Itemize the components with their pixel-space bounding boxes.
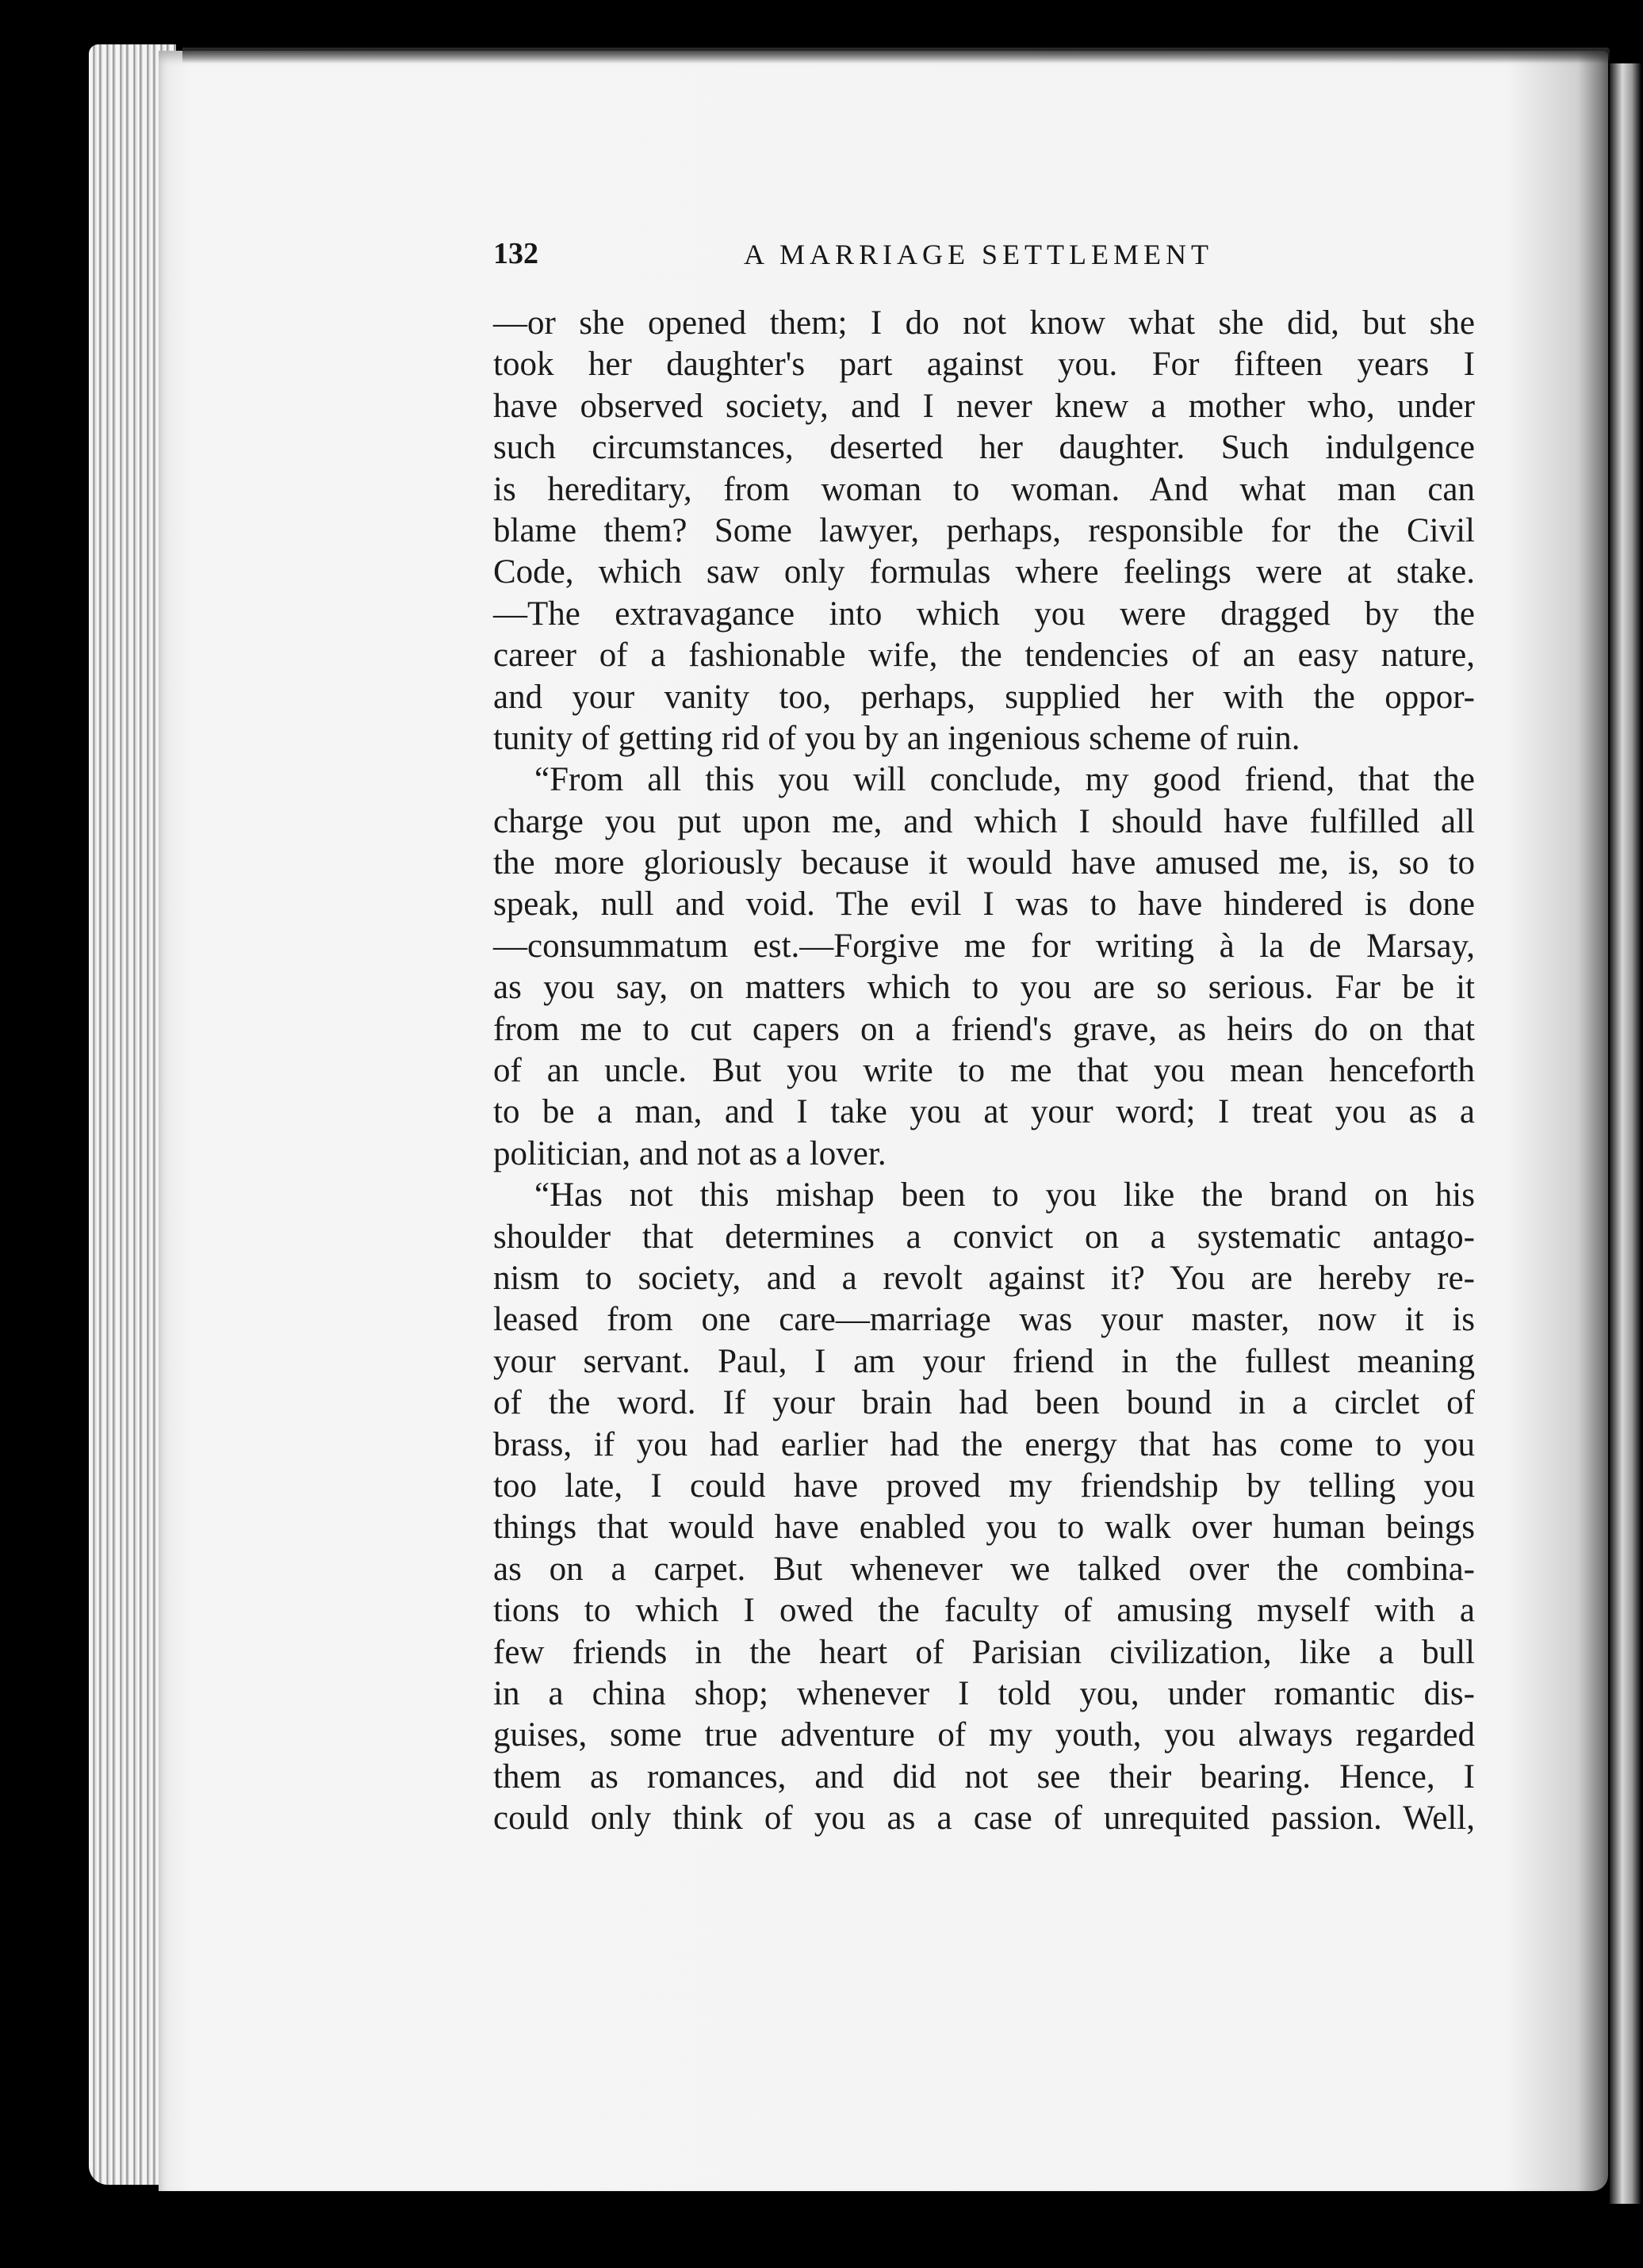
text-line: of the word. If your brain had been bound in a circlet of	[493, 1384, 1475, 1422]
text-line: Code, which saw only formulas where feelings were at stake.	[493, 553, 1475, 591]
page-top-shadow	[182, 48, 1610, 63]
text-line: “From all this you will conclude, my good friend, that the	[534, 761, 1475, 799]
text-line: have observed society, and I never knew a mother who, under	[493, 387, 1475, 425]
text-line: in a china shop; whenever I told you, under romantic dis-	[493, 1674, 1475, 1712]
page-number: 132	[493, 237, 538, 270]
text-line: blame them? Some lawyer, perhaps, responsible for the Civil	[493, 511, 1475, 549]
text-line: “Has not this mishap been to you like the brand on his	[534, 1176, 1475, 1214]
text-line: politician, and not as a lover.	[493, 1134, 887, 1172]
text-line: the more gloriously because it would have amused me, is, so to	[493, 844, 1475, 882]
text-line: things that would have enabled you to walk over human beings	[493, 1509, 1475, 1547]
body-text	[493, 303, 1475, 1839]
text-line: speak, null and void. The evil I was to have hindered is done	[493, 885, 1475, 924]
text-line: —The extravagance into which you were dragged by the	[493, 595, 1475, 633]
text-line: —or she opened them; I do not know what she did, but she	[493, 304, 1475, 342]
text-line: as you say, on matters which to you are so serious. Far be it	[493, 969, 1475, 1007]
text-line: —consummatum est.—Forgive me for writing à la de Marsay,	[493, 927, 1475, 965]
text-line: such circumstances, deserted her daughter. Such indulgence	[493, 429, 1475, 467]
text-line: shoulder that determines a convict on a systematic antago-	[493, 1218, 1475, 1256]
text-line: leased from one care—marriage was your master, now it is	[493, 1301, 1475, 1339]
text-line: took her daughter's part against you. For fifteen years I	[493, 346, 1475, 384]
text-line: tunity of getting rid of you by an ingenious scheme of ruin.	[493, 719, 1300, 757]
text-line: tions to which I owed the faculty of amusing myself with a	[493, 1592, 1475, 1630]
running-title: A MARRIAGE SETTLEMENT	[744, 239, 1213, 270]
text-line: of an uncle. But you write to me that you mean henceforth	[493, 1052, 1475, 1090]
text-line: from me to cut capers on a friend's grave, as heirs do on that	[493, 1010, 1475, 1048]
text-line: to be a man, and I take you at your word; I treat you as a	[493, 1093, 1475, 1131]
text-line: charge you put upon me, and which I should have fulfilled all	[493, 802, 1475, 840]
text-line: brass, if you had earlier had the energy that has come to you	[493, 1425, 1475, 1463]
text-line: is hereditary, from woman to woman. And what man can	[493, 470, 1475, 508]
text-line: too late, I could have proved my friendship by telling you	[493, 1467, 1475, 1505]
book-spine-edge	[1610, 63, 1641, 2204]
page-header	[493, 236, 1475, 274]
text-line: as on a carpet. But whenever we talked over the combina-	[493, 1550, 1475, 1588]
text-line: could only think of you as a case of unrequited passion. Well,	[493, 1799, 1475, 1838]
text-line: few friends in the heart of Parisian civilization, like a bull	[493, 1633, 1475, 1671]
text-line: them as romances, and did not see their bearing. Hence, I	[493, 1757, 1475, 1796]
text-line: guises, some true adventure of my youth, you always regarded	[493, 1716, 1475, 1754]
text-line: nism to society, and a revolt against it? You are hereby re-	[493, 1259, 1475, 1297]
text-line: and your vanity too, perhaps, supplied her with the oppor-	[493, 678, 1475, 716]
text-line: your servant. Paul, I am your friend in the fullest meaning	[493, 1342, 1475, 1380]
text-line: career of a fashionable wife, the tendencies of an easy nature,	[493, 637, 1475, 675]
